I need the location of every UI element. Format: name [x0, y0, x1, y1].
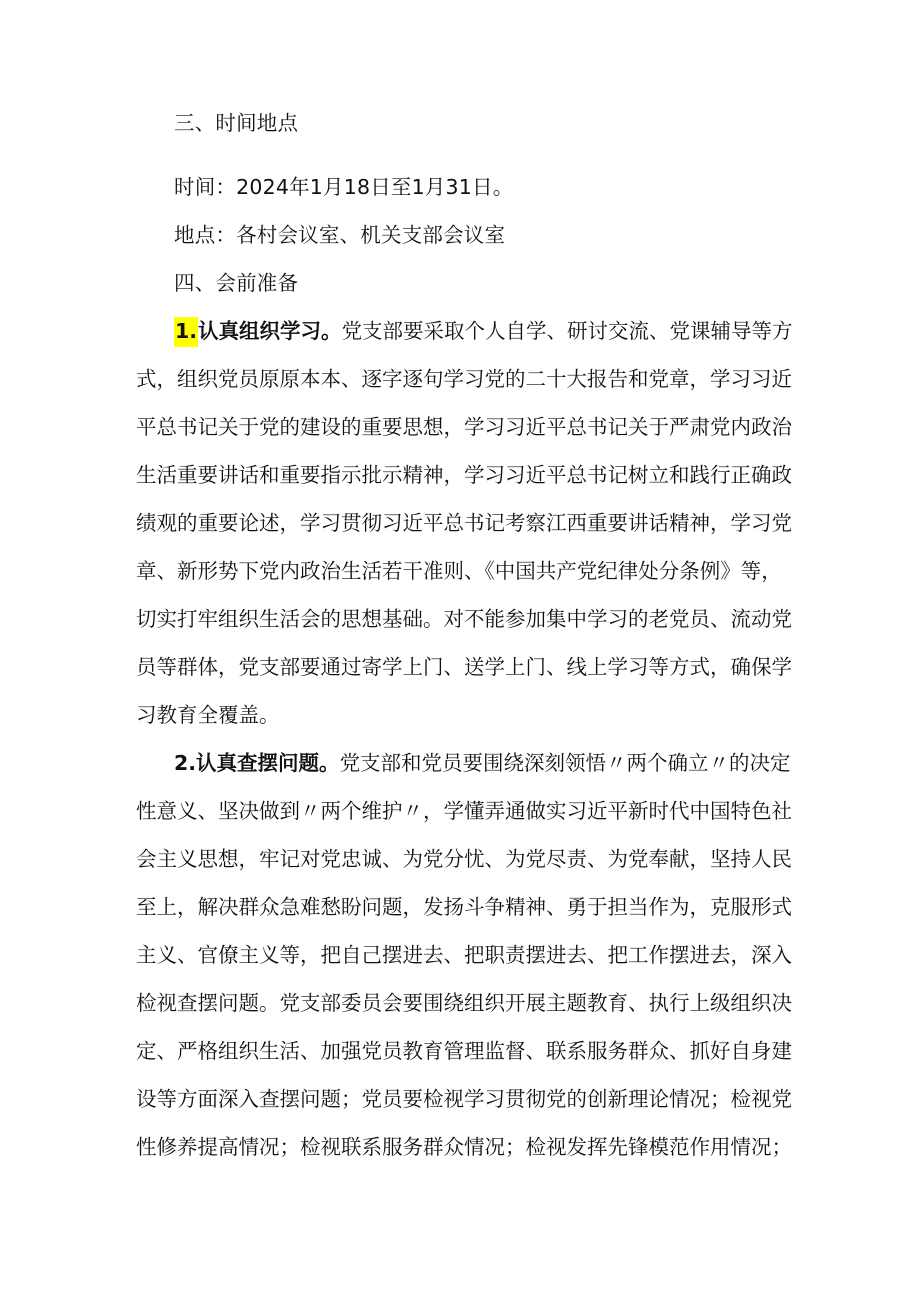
- item-2-line: 会主义思想，牢记对党忠诚、为党分忧、为党尽责、为党奉献，坚持人民: [136, 847, 792, 871]
- item-2-line: 性意义、坚决做到〃两个维护〃，学懂弄通做实习近平新时代中国特色社: [136, 799, 792, 823]
- item-2-line: 性修养提高情况；检视联系服务群众情况；检视发挥先锋模范作用情况；: [136, 1135, 792, 1159]
- item-2-line-text: 党支部和党员要围绕深刻领悟〃两个确立〃的决定: [339, 751, 791, 775]
- item-2-first-line: [174, 750, 791, 776]
- section-4-heading: 四、会前准备: [174, 271, 299, 295]
- item-1-line: 式，组织党员原原本本、逐字逐句学习党的二十大报告和党章，学习习近: [136, 367, 792, 391]
- item-2-line: 定、严格组织生活、加强党员教育管理监督、联系服务群众、抓好自身建: [136, 1039, 792, 1063]
- section-3-heading: 三、时间地点: [174, 111, 299, 135]
- item-1-line: 切实打牢组织生活会的思想基础。对不能参加集中学习的老党员、流动党: [136, 607, 792, 631]
- item-2-line: 设等方面深入查摆问题；党员要检视学习贯彻党的创新理论情况；检视党: [136, 1087, 792, 1111]
- place-line: 地点：各村会议室、机关支部会议室: [174, 223, 506, 247]
- item-2-line: 至上，解决群众急难愁盼问题，发扬斗争精神、勇于担当作为，克服形式: [136, 895, 792, 919]
- item-1-line: 绩观的重要论述，学习贯彻习近平总书记考察江西重要讲话精神，学习党: [136, 511, 792, 535]
- item-1-line-text: 党支部要采取个人自学、研讨交流、党课辅导等方: [341, 319, 793, 343]
- item-1-line: 章、新形势下党内政治生活若干准则、《中国共产党纪律处分条例》等，: [136, 559, 782, 583]
- item-1-line: 平总书记关于党的建设的重要思想，学习习近平总书记关于严肃党内政治: [136, 415, 792, 439]
- item-1-line: 生活重要讲话和重要指示批示精神，学习习近平总书记树立和践行正确政: [136, 463, 792, 487]
- item-1-first-line: [174, 318, 793, 344]
- item-1-line: 习教育全覆盖。: [136, 703, 280, 727]
- item-2-title: 2.认真查摆问题。: [174, 751, 340, 775]
- time-line: 时间：2024年1月18日至1月31日。: [174, 175, 514, 199]
- item-1-number: 1.: [174, 317, 198, 347]
- item-1-line: 员等群体，党支部要通过寄学上门、送学上门、线上学习等方式，确保学: [136, 655, 792, 679]
- item-2-line: 主义、官僚主义等，把自己摆进去、把职责摆进去、把工作摆进去，深入: [136, 943, 792, 967]
- item-1-title: 认真组织学习。: [198, 319, 342, 343]
- item-2-line: 检视查摆问题。党支部委员会要围绕组织开展主题教育、执行上级组织决: [136, 991, 792, 1015]
